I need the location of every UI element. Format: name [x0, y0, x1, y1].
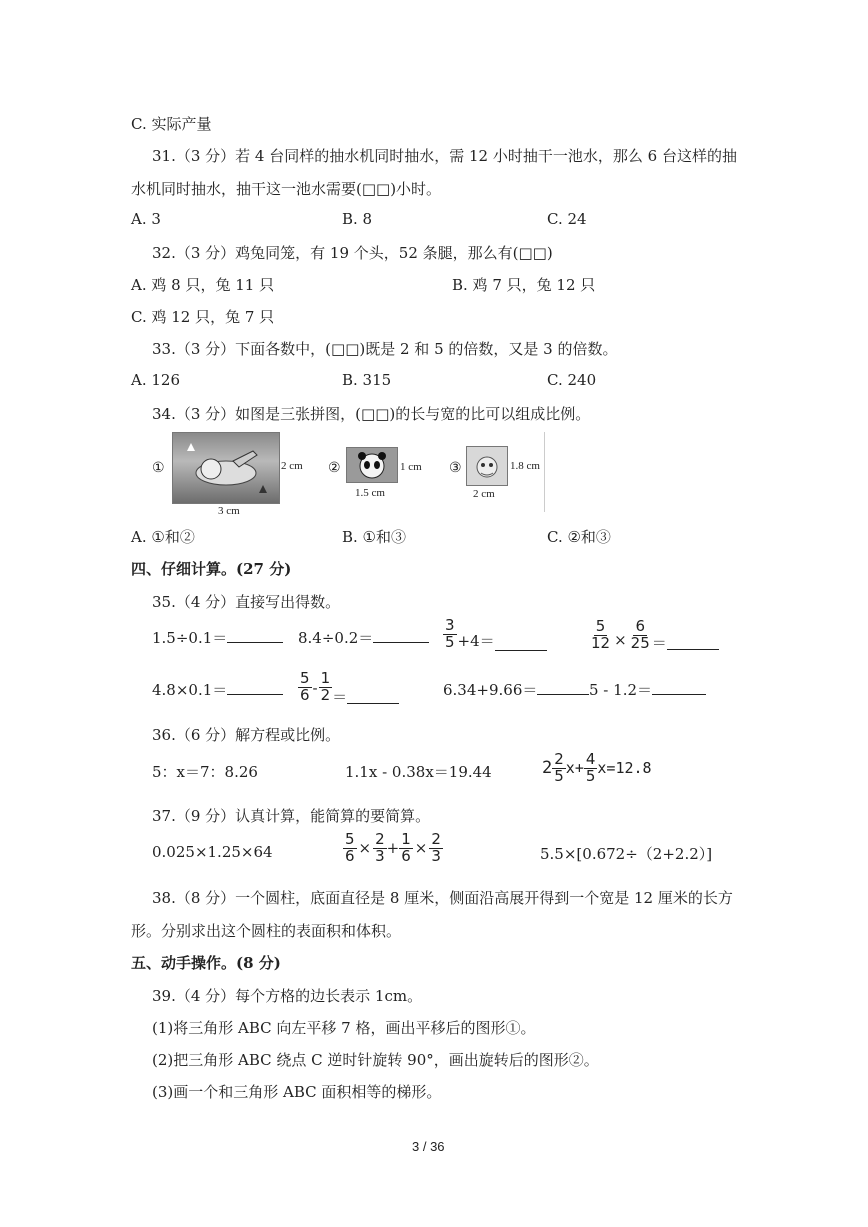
puzzle-2-width: 1.5 cm — [355, 487, 385, 499]
equation-2: 1.1x - 0.38x＝19.44 — [345, 763, 492, 781]
simplify-1: 0.025×1.25×64 — [152, 843, 273, 861]
puzzle-3-height: 1.8 cm — [510, 460, 540, 472]
calc-2 — [298, 627, 429, 648]
fraction-5-6: $\frac{5}{6}$ — [345, 830, 355, 865]
q33-option-a: A. 126 — [131, 371, 180, 389]
answer-blank[interactable] — [347, 689, 399, 704]
question-32: 32.（3 分）鸡兔同笼，有 19 个头，52 条腿，那么有(□□) — [152, 244, 553, 262]
question-39-part1: (1)将三角形 ABC 向左平移 7 格，画出平移后的图形①。 — [152, 1019, 536, 1037]
answer-blank[interactable] — [373, 628, 429, 643]
panda-icon — [347, 448, 397, 482]
fraction-6-25: $\frac{6}{25}$ — [630, 617, 650, 652]
calc-6 — [298, 668, 399, 707]
q34-option-c: C. ②和③ — [547, 528, 611, 546]
answer-blank[interactable] — [652, 680, 706, 695]
equation-3-tail: x=12.8 — [597, 759, 652, 778]
calc-5 — [152, 679, 283, 700]
question-35: 35.（4 分）直接写出得数。 — [152, 593, 341, 611]
calc-3 — [443, 618, 547, 651]
calc-6-op: - — [312, 678, 318, 697]
q32-option-c: C. 鸡 12 只，兔 7 只 — [131, 308, 275, 326]
puzzle-3-width: 2 cm — [473, 488, 495, 500]
fraction-5-12: $\frac{5}{12}$ — [591, 617, 611, 652]
fraction-5-6: $\frac{5}{6}$ — [300, 669, 310, 704]
fraction-1-6: $\frac{1}{6}$ — [401, 830, 411, 865]
puzzle-3-image — [466, 446, 508, 486]
fraction-2-3: $\frac{2}{3}$ — [375, 830, 385, 865]
question-34: 34.（3 分）如图是三张拼图，(□□)的长与宽的比可以组成比例。 — [152, 405, 591, 423]
calc-7-expr: 6.34+9.66＝ — [443, 681, 538, 699]
puzzle-1-width: 3 cm — [218, 505, 240, 517]
puzzle-1-number: ① — [152, 460, 165, 476]
q34-option-b: B. ①和③ — [342, 528, 407, 546]
page-number: 3 / 36 — [412, 1139, 445, 1154]
puzzle-2-height: 1 cm — [400, 461, 422, 473]
section-5-heading: 五、动手操作。(8 分) — [131, 954, 281, 972]
line-c-option: C. 实际产量 — [131, 115, 212, 133]
answer-blank[interactable] — [495, 636, 547, 651]
answer-blank[interactable] — [537, 680, 589, 695]
calc-8-expr: 5 - 1.2＝ — [589, 681, 653, 699]
mixed-number-whole: 2 — [542, 758, 553, 779]
fraction-3-5: $\frac{3}{5}$ — [445, 616, 455, 651]
fraction-4-5: $\frac{4}{5}$ — [585, 750, 596, 785]
fraction-2-5: $\frac{2}{5}$ — [554, 750, 564, 785]
q31-option-b: B. 8 — [342, 210, 373, 228]
question-36: 36.（6 分）解方程或比例。 — [152, 726, 341, 744]
equation-1: 5：x＝7：8.26 — [152, 763, 258, 781]
section-4-heading: 四、仔细计算。(27 分) — [131, 560, 292, 578]
airplane-cartoon-icon — [173, 433, 279, 503]
fraction-2-3: $\frac{2}{3}$ — [431, 830, 441, 865]
answer-blank[interactable] — [227, 628, 283, 643]
q34-option-a: A. ①和② — [131, 528, 195, 546]
answer-blank[interactable] — [667, 635, 719, 650]
question-38-line2: 形。分别求出这个圆柱的表面积和体积。 — [131, 922, 402, 940]
question-31-line2: 水机同时抽水，抽干这一池水需要(□□)小时。 — [131, 180, 442, 198]
calc-2-expr: 8.4÷0.2＝ — [298, 629, 374, 647]
question-37: 37.（9 分）认真计算，能简算的要简算。 — [152, 807, 431, 825]
calc-5-expr: 4.8×0.1＝ — [152, 681, 228, 699]
q33-option-b: B. 315 — [342, 371, 392, 389]
puzzle-2-number: ② — [328, 460, 341, 476]
q31-option-c: C. 24 — [547, 210, 587, 228]
calc-3-tail: +4＝ — [457, 631, 495, 650]
cartoon-animal-icon — [467, 447, 507, 485]
op-times: × — [414, 839, 428, 858]
question-39: 39.（4 分）每个方格的边长表示 1cm。 — [152, 987, 423, 1005]
calc-8 — [589, 679, 706, 700]
q32-option-b: B. 鸡 7 只，兔 12 只 — [452, 276, 596, 294]
figure-right-border — [544, 432, 545, 512]
calc-1 — [152, 627, 283, 648]
q31-option-a: A. 3 — [131, 210, 161, 228]
op-times: × — [358, 839, 372, 858]
simplify-3: 5.5×[0.672÷（2+2.2）] — [540, 845, 713, 863]
q32-option-a: A. 鸡 8 只，兔 11 只 — [131, 276, 275, 294]
calc-4 — [589, 618, 719, 653]
question-38-line1: 38.（8 分）一个圆柱，底面直径是 8 厘米，侧面沿高展开得到一个宽是 12 厘米的长方 — [152, 889, 733, 907]
simplify-2 — [343, 832, 443, 865]
calc-4-op: × — [614, 630, 627, 649]
question-33: 33.（3 分）下面各数中，(□□)既是 2 和 5 的倍数，又是 3 的倍数。 — [152, 340, 618, 358]
calc-6-tail: ＝ — [332, 688, 348, 706]
fraction-1-2: $\frac{1}{2}$ — [320, 669, 331, 704]
answer-blank[interactable] — [227, 680, 283, 695]
puzzle-2-image — [346, 447, 398, 483]
question-39-part3: (3)画一个和三角形 ABC 面积相等的梯形。 — [152, 1083, 442, 1101]
calc-4-tail: ＝ — [651, 634, 667, 652]
calc-7 — [443, 679, 589, 700]
puzzle-1-height: 2 cm — [281, 460, 303, 472]
equation-3 — [542, 752, 652, 785]
q33-option-c: C. 240 — [547, 371, 597, 389]
puzzle-1-image — [172, 432, 280, 504]
question-31-line1: 31.（3 分）若 4 台同样的抽水机同时抽水，需 12 小时抽干一池水，那么 6 台这样的抽 — [152, 147, 737, 165]
op-plus: + — [386, 839, 400, 858]
calc-1-expr: 1.5÷0.1＝ — [152, 629, 228, 647]
question-39-part2: (2)把三角形 ABC 绕点 C 逆时针旋转 90°，画出旋转后的图形②。 — [152, 1051, 599, 1069]
equation-3-mid: x+ — [565, 759, 584, 778]
puzzle-3-number: ③ — [449, 460, 462, 476]
